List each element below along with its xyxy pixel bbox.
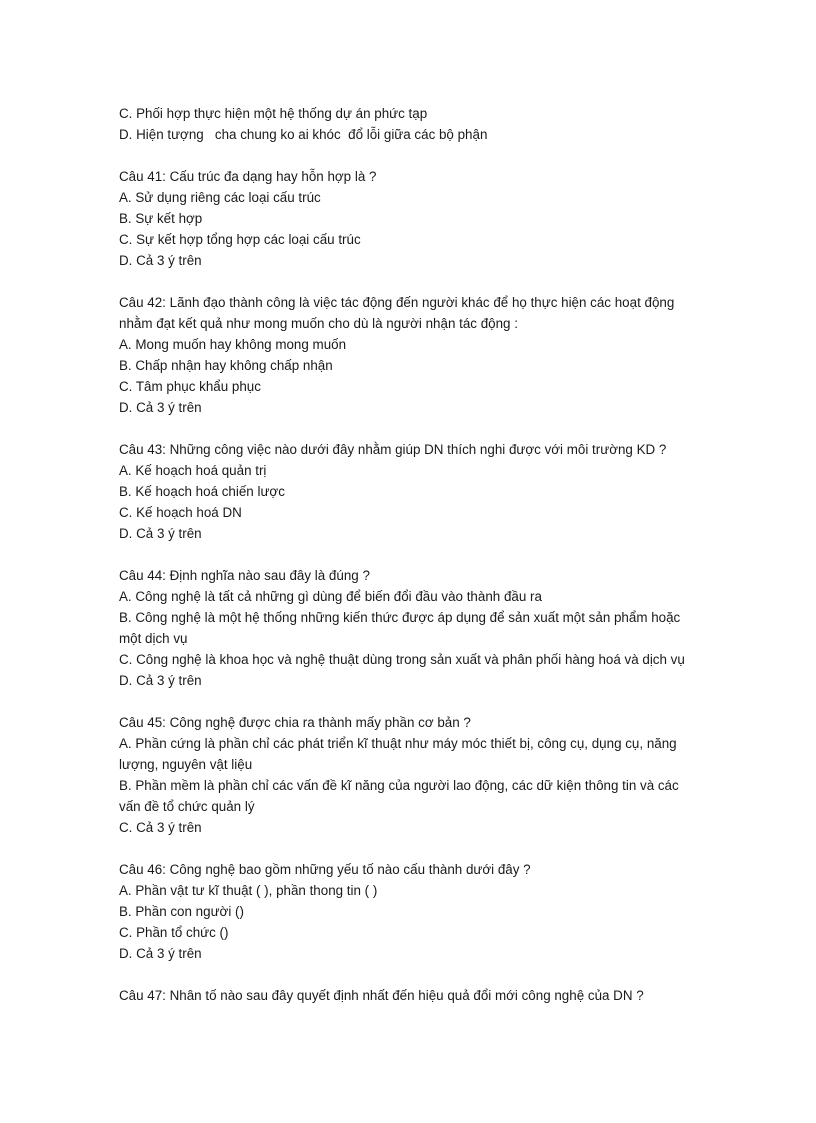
question-text: Câu 44: Định nghĩa nào sau đây là đúng ?	[119, 568, 370, 583]
option-a: A. Sử dụng riêng các loại cấu trúc	[119, 190, 321, 205]
question-42	[119, 292, 719, 418]
option-c: C. Sự kết hợp tổng hợp các loại cấu trúc	[119, 232, 361, 247]
question-text: Câu 47: Nhân tố nào sau đây quyết định nhất đến hiệu quả đổi mới công nghệ của DN ?	[119, 988, 644, 1003]
option-c: C. Phối hợp thực hiện một hệ thống dự án phức tạp	[119, 106, 428, 121]
option-b: B. Chấp nhận hay không chấp nhận	[119, 358, 333, 373]
question-44	[119, 565, 719, 691]
option-c: C. Tâm phục khẩu phục	[119, 379, 261, 394]
option-b: B. Kế hoạch hoá chiến lược	[119, 484, 285, 499]
question-text: Câu 43: Những công việc nào dưới đây nhằm giúp DN thích nghi được với môi trường KD ?	[119, 442, 667, 457]
option-d: D. Cả 3 ý trên	[119, 946, 202, 961]
carryover-options	[119, 103, 719, 145]
option-a: A. Phần vật tư kĩ thuật ( ), phần thong tin ( )	[119, 883, 378, 898]
option-a: A. Công nghệ là tất cả những gì dùng để biến đổi đầu vào thành đầu ra	[119, 589, 542, 604]
option-c: C. Công nghệ là khoa học và nghệ thuật dùng trong sản xuất và phân phối hàng hoá và dịch vụ	[119, 652, 685, 667]
question-45	[119, 712, 719, 838]
option-b: B. Sự kết hợp	[119, 211, 203, 226]
question-41	[119, 166, 719, 271]
option-a: A. Kế hoạch hoá quản trị	[119, 463, 267, 478]
option-a: A. Phần cứng là phần chỉ các phát triển kĩ thuật như máy móc thiết bị, công cụ, dụng cụ, năng	[119, 736, 677, 751]
question-text: Câu 46: Công nghệ bao gồm những yếu tố nào cấu thành dưới đây ?	[119, 862, 531, 877]
question-text: Câu 42: Lãnh đạo thành công là việc tác động đến người khác để họ thực hiện các hoạt động	[119, 295, 675, 310]
question-46	[119, 859, 719, 964]
option-a: A. Mong muốn hay không mong muốn	[119, 337, 347, 352]
question-text: Câu 45: Công nghệ được chia ra thành mấy phần cơ bản ?	[119, 715, 471, 730]
option-d: D. Cả 3 ý trên	[119, 253, 202, 268]
question-text-continued: nhằm đạt kết quả như mong muốn cho dù là người nhận tác động :	[119, 316, 518, 331]
option-c: C. Phần tổ chức ()	[119, 925, 229, 940]
option-a-continued: lượng, nguyên vật liệu	[119, 757, 253, 772]
option-d: D. Cả 3 ý trên	[119, 673, 202, 688]
option-b: B. Phần con người ()	[119, 904, 244, 919]
option-b-continued: vấn đề tổ chức quản lý	[119, 799, 255, 814]
option-b: B. Phần mềm là phần chỉ các vấn đề kĩ năng của người lao động, các dữ kiện thông tin và các	[119, 778, 679, 793]
question-43	[119, 439, 719, 544]
question-text: Câu 41: Cấu trúc đa dạng hay hỗn hợp là ?	[119, 169, 377, 184]
option-c: C. Kế hoạch hoá DN	[119, 505, 242, 520]
option-d: D. Cả 3 ý trên	[119, 526, 202, 541]
option-b: B. Công nghệ là một hệ thống những kiến thức được áp dụng để sản xuất một sản phẩm hoặc	[119, 610, 681, 625]
option-b-continued: một dịch vụ	[119, 631, 188, 646]
option-d: D. Hiện tượng cha chung ko ai khóc đổ lỗi giữa các bộ phận	[119, 127, 488, 142]
question-47	[119, 985, 719, 1006]
document-page	[119, 103, 719, 1006]
option-d: D. Cả 3 ý trên	[119, 400, 202, 415]
option-c: C. Cả 3 ý trên	[119, 820, 202, 835]
